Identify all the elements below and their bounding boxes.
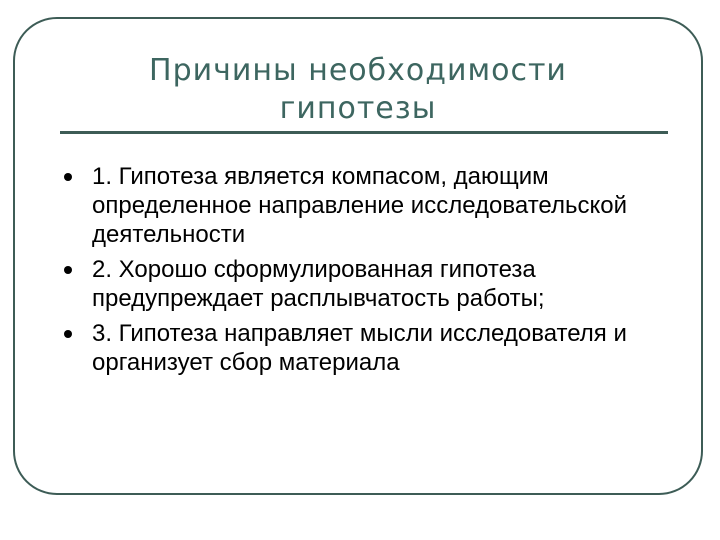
bullet-text-2: 2. Хорошо сформулированная гипотеза предупреждает расплывчатость работы; xyxy=(92,256,545,312)
bullet-item-3 xyxy=(62,319,662,377)
bullet-dot-icon xyxy=(64,330,72,338)
bullet-item-2 xyxy=(62,255,662,313)
bullet-item-1 xyxy=(62,162,662,249)
slide-title xyxy=(13,52,703,128)
bullet-text-1: 1. Гипотеза является компасом, дающим определенное направление исследовательской деятельности xyxy=(92,163,627,248)
bullet-list xyxy=(62,162,662,383)
title-divider xyxy=(60,131,668,134)
slide-title-line-2: гипотезы xyxy=(279,91,437,126)
bullet-text-3: 3. Гипотеза направляет мысли исследователя и организует сбор материала xyxy=(92,320,627,376)
slide-title-line-1: Причины необходимости xyxy=(149,53,567,88)
bullet-dot-icon xyxy=(64,266,72,274)
bullet-dot-icon xyxy=(64,173,72,181)
